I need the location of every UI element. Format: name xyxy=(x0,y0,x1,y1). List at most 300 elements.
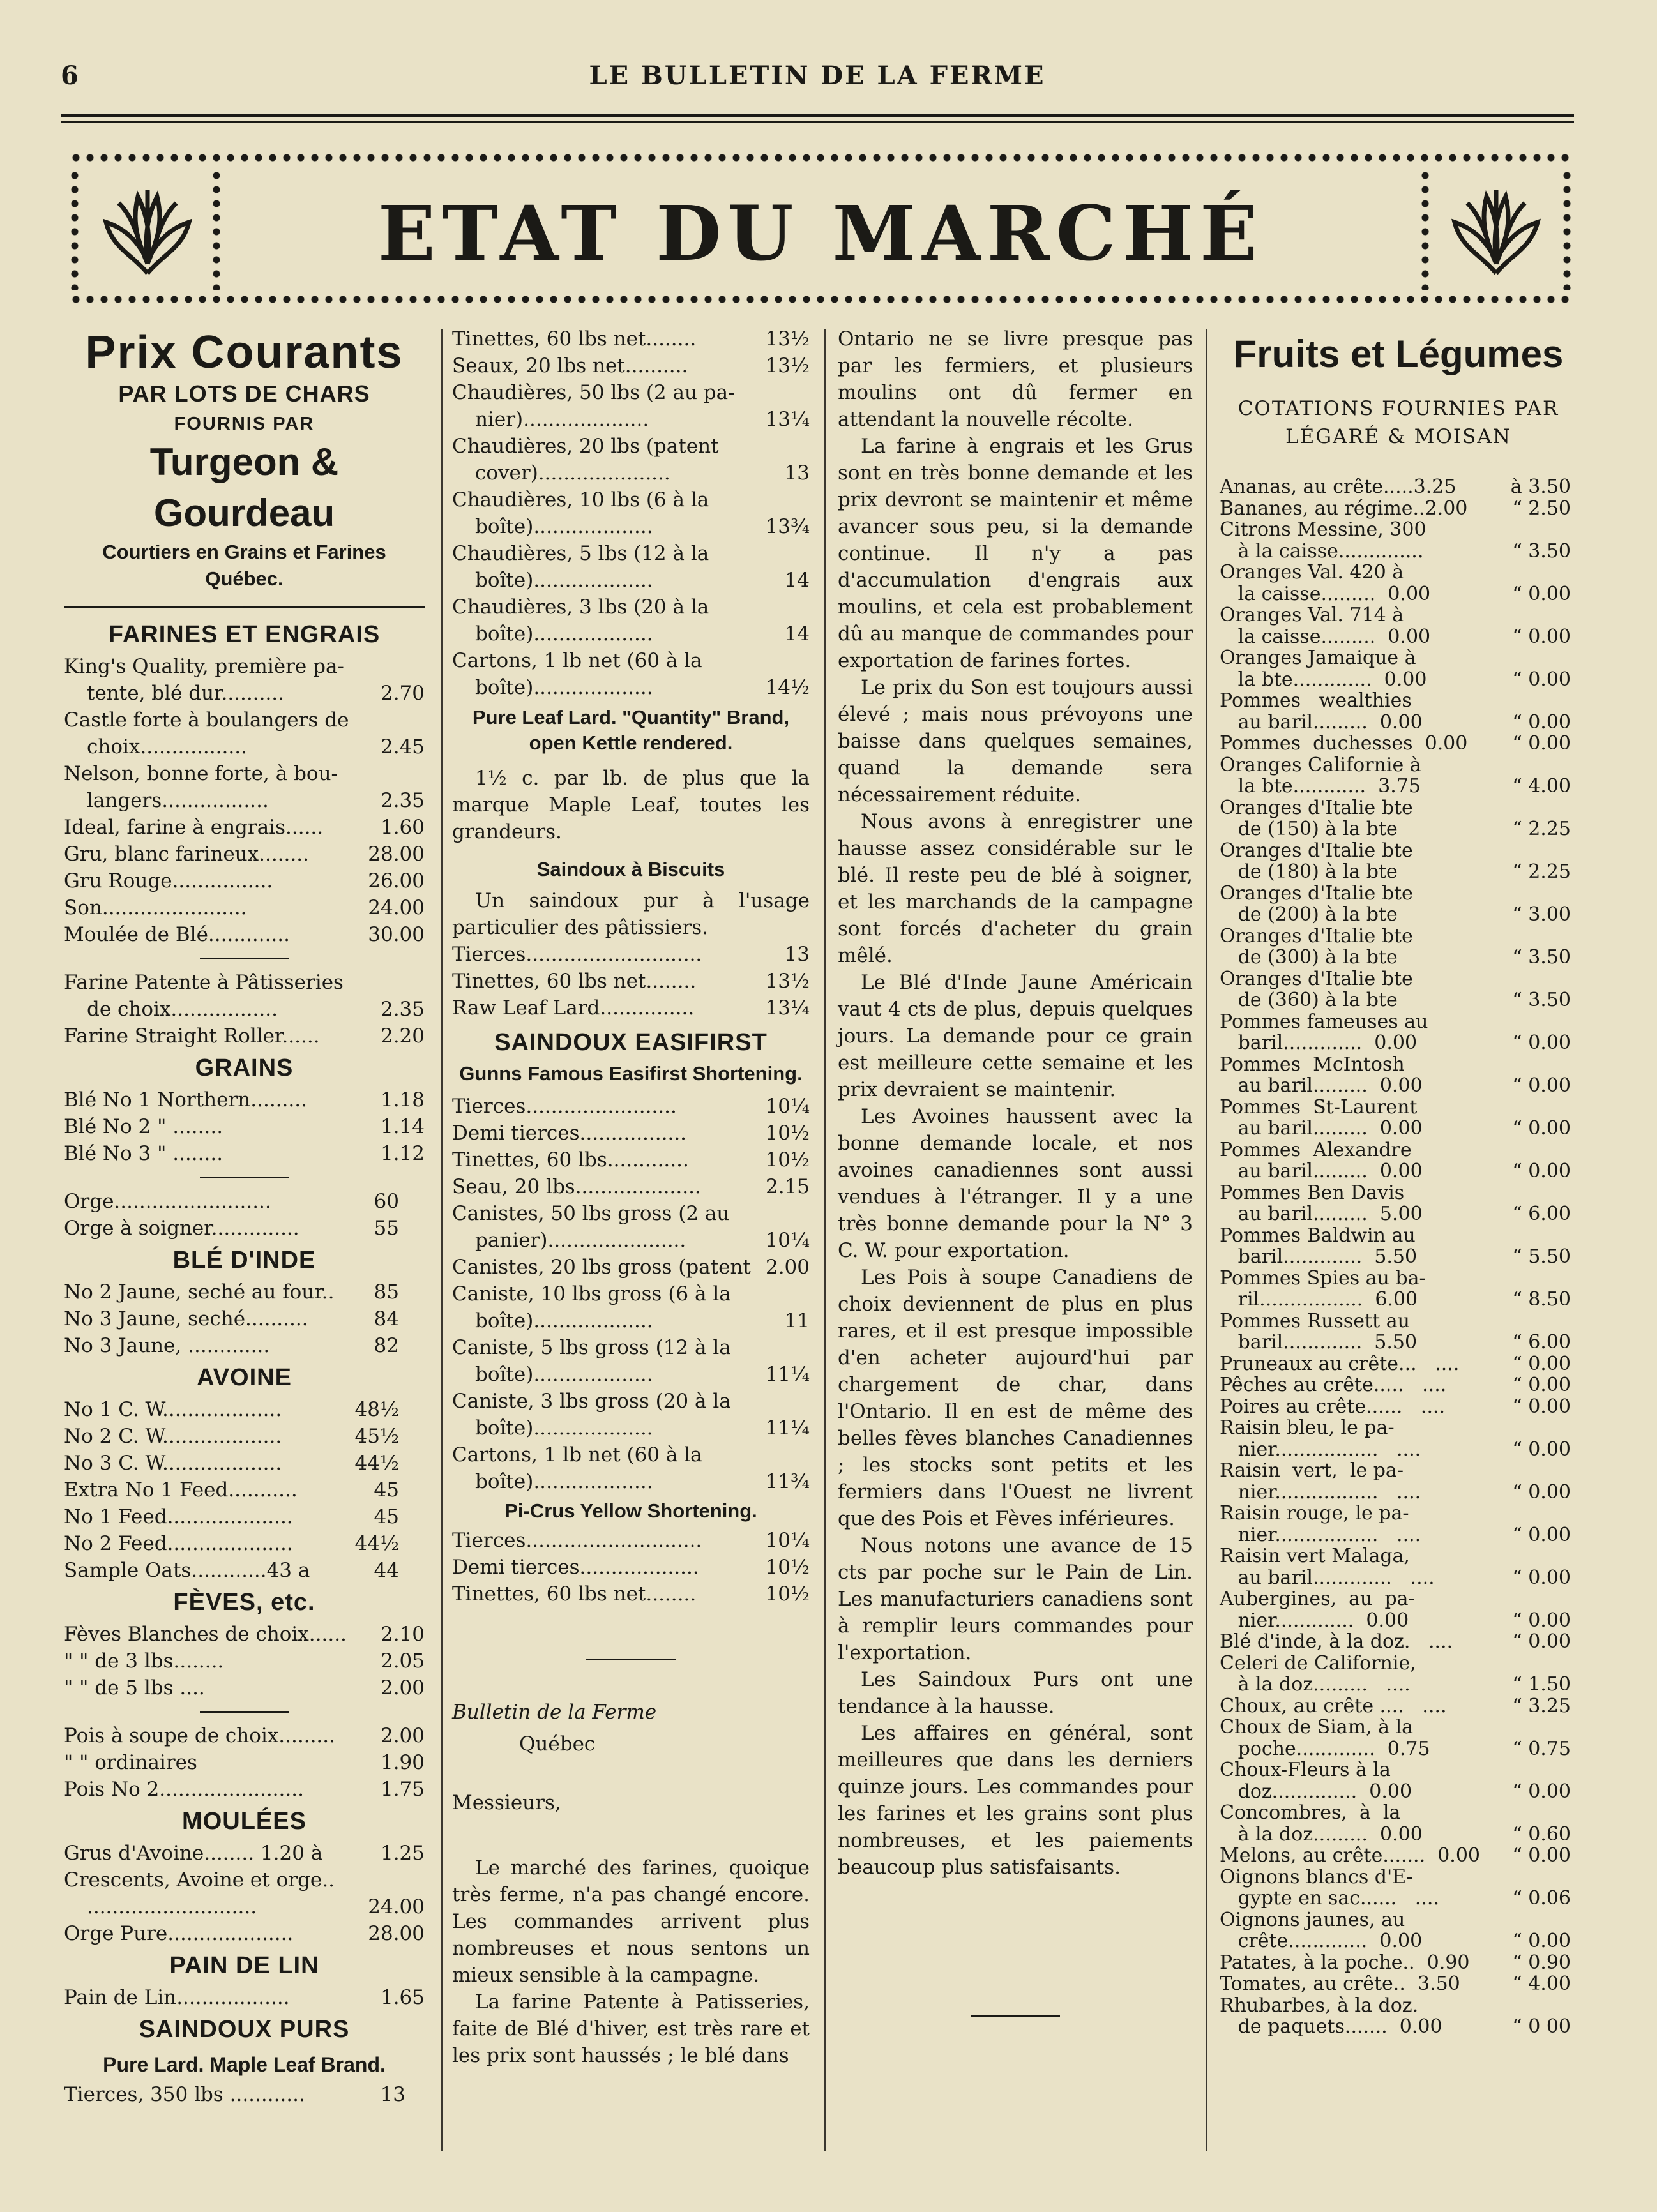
price-item xyxy=(452,941,810,968)
item-label: No 3 C. W................... xyxy=(64,1452,282,1475)
price-item-line xyxy=(64,734,425,760)
produce-label-line: Citrons Messine, 300 xyxy=(1220,518,1426,541)
produce-item xyxy=(1220,1653,1577,1696)
item-price: 1.18 xyxy=(380,1088,425,1111)
item-price: 10½ xyxy=(765,1583,810,1606)
price-item-line xyxy=(452,1307,810,1334)
produce-item xyxy=(1220,840,1577,883)
price-item-line xyxy=(452,486,810,513)
produce-price-high: “ 0 00 xyxy=(1512,2015,1571,2038)
produce-label-line: de paquets....... 0.00 xyxy=(1220,2015,1442,2038)
produce-item xyxy=(1220,1759,1577,1802)
report-paragraph: Ontario ne se livre presque pas par les fermiers, et plusieurs moulins ont dû fermer en attendant la nouvelle récolte. xyxy=(838,327,1193,431)
produce-price-high: “ 6.00 xyxy=(1512,1331,1571,1353)
item-label: Castle forte à boulangers de xyxy=(64,709,349,732)
item-price: 13½ xyxy=(765,970,810,993)
item-label: Tinettes, 60 lbs net........ xyxy=(452,327,697,350)
produce-item xyxy=(1220,519,1577,562)
item-price: 13½ xyxy=(765,327,810,350)
section-heading-feves: FÈVES, etc. xyxy=(173,1589,315,1616)
price-item xyxy=(452,1254,810,1281)
produce-label-line: Pommes Spies au ba- xyxy=(1220,1267,1426,1290)
picrus-heading: Pi-Crus Yellow Shortening. xyxy=(504,1500,757,1522)
price-item-line xyxy=(452,674,810,701)
item-price: 1.12 xyxy=(380,1142,425,1165)
item-price: 24.00 xyxy=(368,1895,425,1918)
produce-label-line: Oranges Val. 714 à xyxy=(1220,604,1404,626)
item-label: Pois No 2....................... xyxy=(64,1778,304,1801)
column-fruits-legumes xyxy=(1220,326,1577,2038)
item-label: Caniste, 10 lbs gross (6 à la xyxy=(452,1283,731,1305)
item-price: 10½ xyxy=(765,1122,810,1145)
item-label: Tinettes, 60 lbs............. xyxy=(452,1148,689,1171)
produce-item xyxy=(1220,562,1577,605)
produce-label-line: poche............. 0.75 xyxy=(1220,1737,1430,1760)
produce-item xyxy=(1220,1353,1577,1375)
item-price: 82 xyxy=(374,1334,399,1357)
report-paragraph: Les affaires en général, sont meilleures que dans les derniers quinze jours. Les commandes pour les farines et les grains sont plus nombreuses, et les paiements beaucoup plus satisfaisants. xyxy=(838,1722,1193,1879)
price-item-line xyxy=(452,513,810,540)
running-head xyxy=(61,61,1574,99)
section-heading-saindoux-purs: SAINDOUX PURS xyxy=(139,2016,350,2043)
item-label: boîte)................... xyxy=(475,1417,653,1440)
produce-label-line: Raisin vert, le pa- xyxy=(1220,1459,1404,1482)
price-item xyxy=(64,1674,425,1701)
item-price: 2.15 xyxy=(765,1175,810,1198)
produce-label-line: Oignons jaunes, au xyxy=(1220,1908,1405,1931)
price-item xyxy=(452,995,810,1021)
produce-price-high: “ 0.00 xyxy=(1512,1395,1571,1418)
produce-label-line: nier................. .... xyxy=(1220,1523,1421,1546)
item-label: Chaudières, 3 lbs (20 à la xyxy=(452,596,709,619)
item-label: Canistes, 20 lbs gross (patent xyxy=(452,1256,751,1279)
produce-item xyxy=(1220,1225,1577,1268)
produce-item xyxy=(1220,605,1577,647)
produce-label-line: crête............. 0.00 xyxy=(1220,1930,1423,1952)
item-label: Farine Straight Roller...... xyxy=(64,1025,320,1048)
price-item xyxy=(452,1147,810,1173)
produce-label-line: Oranges d'Italie bte xyxy=(1220,796,1413,819)
divider xyxy=(200,958,289,959)
produce-label-line: Celeri de Californie, xyxy=(1220,1651,1416,1674)
price-item xyxy=(452,1120,810,1147)
produce-label-line: Oranges d'Italie bte xyxy=(1220,967,1413,990)
produce-label-line: au baril......... 0.00 xyxy=(1220,1074,1423,1097)
price-item xyxy=(64,1087,425,1113)
item-price: 44 xyxy=(374,1559,399,1582)
item-label: Son....................... xyxy=(64,896,247,919)
produce-item xyxy=(1220,1140,1577,1182)
produce-label-line: de (360) à la bte xyxy=(1220,989,1398,1011)
price-item xyxy=(64,1305,425,1332)
item-label: Tinettes, 60 lbs net........ xyxy=(452,970,697,993)
produce-price-high: “ 0.00 xyxy=(1512,1438,1571,1461)
price-item-line xyxy=(452,1441,810,1468)
produce-label-line: Raisin vert Malaga, xyxy=(1220,1545,1410,1567)
item-label: Cartons, 1 lb net (60 à la xyxy=(452,649,702,672)
item-label: boîte)................... xyxy=(475,1470,653,1493)
price-item xyxy=(452,379,810,433)
produce-item xyxy=(1220,1696,1577,1717)
produce-label-line: Pêches au crête..... .... xyxy=(1220,1374,1447,1396)
produce-price-high: “ 0.00 xyxy=(1512,711,1571,734)
produce-label-line: de (300) à la bte xyxy=(1220,946,1398,968)
produce-label-line: Oranges Val. 420 à xyxy=(1220,561,1404,583)
price-item xyxy=(64,1477,425,1503)
produce-price-high: à 3.50 xyxy=(1510,476,1571,498)
price-item-line xyxy=(452,594,810,621)
produce-label-line: Tomates, au crête.. 3.50 xyxy=(1220,1973,1460,1995)
produce-price-high: “ 2.25 xyxy=(1512,818,1571,840)
orge-list xyxy=(64,1188,425,1242)
price-item xyxy=(452,647,810,701)
price-item-line xyxy=(64,707,425,734)
item-label: Gru, blanc farineux........ xyxy=(64,843,309,866)
price-item xyxy=(64,1023,425,1050)
produce-item xyxy=(1220,1097,1577,1140)
price-item-line xyxy=(452,406,810,433)
produce-label-line: baril............. 5.50 xyxy=(1220,1331,1418,1353)
produce-label-line: Pommes wealthies xyxy=(1220,689,1412,712)
price-item xyxy=(64,1279,425,1305)
produce-item xyxy=(1220,1952,1577,1974)
price-item-line xyxy=(452,1334,810,1361)
produce-price-high: “ 0.00 xyxy=(1512,1780,1571,1803)
produce-price-high: “ 0.00 xyxy=(1512,1609,1571,1632)
banner-title: ETAT DU MARCHÉ xyxy=(377,189,1264,278)
produce-price-high: “ 3.50 xyxy=(1512,946,1571,968)
produce-price-high: “ 0.75 xyxy=(1512,1737,1571,1760)
item-label: No 1 Feed.................... xyxy=(64,1505,293,1528)
produce-label-line: nier................. .... xyxy=(1220,1438,1421,1461)
item-price: 10½ xyxy=(765,1556,810,1579)
item-price: 13¼ xyxy=(765,408,810,431)
produce-label-line: gypte en sac...... .... xyxy=(1220,1887,1439,1909)
easifirst-subheading: Gunns Famous Easifirst Shortening. xyxy=(459,1062,803,1085)
price-item-line xyxy=(452,1281,810,1307)
item-label: No 2 Jaune, seché au four.. xyxy=(64,1281,335,1304)
produce-price-high: “ 0.06 xyxy=(1512,1887,1571,1909)
produce-item xyxy=(1220,883,1577,926)
item-price: 48½ xyxy=(354,1398,399,1421)
feves-list xyxy=(64,1621,425,1701)
saindoux-subheading: Pure Lard. Maple Leaf Brand. xyxy=(103,2053,386,2076)
item-price: 13 xyxy=(380,2083,405,2106)
produce-price-high: “ 0.00 xyxy=(1512,625,1571,648)
section-heading-farines: FARINES ET ENGRAIS xyxy=(108,621,381,648)
price-item xyxy=(64,653,425,707)
letter-salutation: Messieurs, xyxy=(452,1791,561,1814)
report-paragraph: Les Pois à soupe Canadiens de choix deviennent de plus en plus rares, et il est presque impossible d'en acheter aujourd'hui par chargement de char, dans l'Ontario. Il en est de même des belles fèves blanches Canadiennes ; les stocks sont petits et les fermiers dans l'Ouest ne livrent que des Pois et Fèves inférieures. xyxy=(838,1266,1193,1530)
price-item-line xyxy=(64,787,425,814)
produce-price-high: “ 0.00 xyxy=(1512,1352,1571,1375)
price-item xyxy=(452,1281,810,1334)
item-price: 13¼ xyxy=(765,997,810,1019)
item-label: Seau, 20 lbs.................... xyxy=(452,1175,701,1198)
produce-item xyxy=(1220,1995,1577,2038)
price-item xyxy=(64,969,425,1023)
price-item-line xyxy=(452,540,810,567)
produce-item xyxy=(1220,1631,1577,1653)
item-price: 11¼ xyxy=(765,1417,810,1440)
item-price: 2.05 xyxy=(380,1650,425,1673)
item-label: Orge Pure.................... xyxy=(64,1922,294,1945)
produce-item xyxy=(1220,1845,1577,1867)
item-label: " " ordinaires xyxy=(64,1751,197,1774)
price-item xyxy=(452,1334,810,1388)
divider xyxy=(200,1177,289,1178)
company-tagline: Courtiers en Grains et Farines xyxy=(102,541,386,563)
produce-label-line: nier................. .... xyxy=(1220,1480,1421,1503)
letter-city: Québec xyxy=(519,1733,596,1756)
biscuits-note: Un saindoux pur à l'usage particulier des pâtissiers. xyxy=(452,889,810,939)
report-paragraph: Les Avoines haussent avec la bonne demande locale, et nos avoines canadiennes sont aussi vendues à l'étranger. Il y a une très bonne demande pour la N° 3 C. W. pour exportation. xyxy=(838,1105,1193,1262)
item-label: Cartons, 1 lb net (60 à la xyxy=(452,1443,702,1466)
item-label: Caniste, 3 lbs gross (20 à la xyxy=(452,1390,731,1413)
produce-label-line: Oranges d'Italie bte xyxy=(1220,924,1413,947)
letter-paragraph: La farine Patente à Patisseries, faite de Blé d'hiver, est très rare et les prix sont haussés ; le blé dans xyxy=(452,1990,810,2067)
report-paragraph: Les Saindoux Purs ont une tendance à la hausse. xyxy=(838,1668,1193,1718)
column-saindoux xyxy=(452,326,810,2069)
item-label: Blé No 1 Northern......... xyxy=(64,1088,307,1111)
produce-label-line: Oignons blancs d'E- xyxy=(1220,1865,1413,1888)
item-price: 85 xyxy=(374,1281,399,1304)
produce-label-line: Pommes Alexandre xyxy=(1220,1138,1412,1161)
price-item xyxy=(452,1200,810,1254)
item-label: Nelson, bonne forte, à bou- xyxy=(64,762,338,785)
prix-courants-title: Prix Courants xyxy=(85,327,404,378)
produce-item xyxy=(1220,647,1577,690)
produce-label-line: la bte............. 0.00 xyxy=(1220,668,1427,691)
produce-label-line: au baril......... 0.00 xyxy=(1220,1117,1423,1140)
item-label: Blé No 3 " ........ xyxy=(64,1142,223,1165)
price-item xyxy=(64,1557,425,1584)
item-label: cover)..................... xyxy=(475,462,670,485)
produce-label-line: Ananas, au crête.....3.25 xyxy=(1220,476,1456,498)
item-price: 45 xyxy=(374,1478,399,1501)
produce-item xyxy=(1220,733,1577,755)
produce-price-high: “ 3.25 xyxy=(1512,1694,1571,1717)
report-paragraph: Le prix du Son est toujours aussi élevé ; mais nous prévoyons une baisse dans quelques semaines, quand la demande sera nécessairement réduite. xyxy=(838,676,1193,806)
banner-border-top xyxy=(69,152,1573,163)
price-item xyxy=(64,1749,425,1776)
item-label: " " de 3 lbs........ xyxy=(64,1650,224,1673)
produce-price-high: “ 0.60 xyxy=(1512,1823,1571,1846)
price-item xyxy=(64,1503,425,1530)
column-rule xyxy=(824,329,826,2151)
produce-label-line: à la doz......... 0.00 xyxy=(1220,1823,1423,1846)
produce-item xyxy=(1220,690,1577,733)
report-paragraph: La farine à engrais et les Grus sont en très bonne demande et les prix devront se maintenir et même avancer sous peu, si la demande continue. Il n'y a pas d'accumulation d'engrais aux moulins, et cela est probablement dû au manque de commandes pour exportation de farines fortes. xyxy=(838,435,1193,672)
price-item xyxy=(64,1867,425,1920)
item-label: Tinettes, 60 lbs net........ xyxy=(452,1583,697,1606)
price-item-line xyxy=(452,567,810,594)
produce-label-line: Aubergines, au pa- xyxy=(1220,1588,1415,1610)
item-price: 14½ xyxy=(765,676,810,699)
price-item xyxy=(64,1113,425,1140)
price-item xyxy=(64,1920,425,1947)
produce-label-line: Pommes fameuses au xyxy=(1220,1010,1428,1033)
produce-label-line: Pommes McIntosh xyxy=(1220,1053,1405,1076)
item-label: boîte)................... xyxy=(475,1363,653,1386)
produce-price-high: “ 0.90 xyxy=(1512,1951,1571,1974)
item-price: 2.20 xyxy=(380,1025,425,1048)
price-item-line xyxy=(452,460,810,486)
price-item xyxy=(452,1173,810,1200)
price-item-line xyxy=(452,1227,810,1254)
price-item xyxy=(64,1648,425,1674)
price-item xyxy=(64,1140,425,1167)
item-price: 13½ xyxy=(765,354,810,377)
produce-price-high: “ 3.50 xyxy=(1512,989,1571,1011)
item-label: Pain de Lin.................. xyxy=(64,1986,290,2009)
item-label: boîte)................... xyxy=(475,1309,653,1332)
produce-item xyxy=(1220,1973,1577,1995)
item-label: Chaudières, 5 lbs (12 à la xyxy=(452,542,709,565)
price-item xyxy=(452,1527,810,1554)
section-heading-grains: GRAINS xyxy=(195,1055,294,1081)
cotations-line: COTATIONS FOURNIES PAR xyxy=(1237,397,1559,420)
price-item xyxy=(452,1581,810,1607)
price-item xyxy=(452,1093,810,1120)
produce-price-high: “ 8.50 xyxy=(1512,1288,1571,1311)
grains-list xyxy=(64,1087,425,1167)
item-label: Pois à soupe de choix......... xyxy=(64,1724,335,1747)
item-label: No 2 C. W................... xyxy=(64,1425,282,1448)
column-rule xyxy=(1206,329,1207,2151)
item-price: 10¼ xyxy=(765,1095,810,1118)
produce-label-line: Pommes duchesses 0.00 xyxy=(1220,732,1468,755)
item-price: 44½ xyxy=(354,1532,399,1555)
item-label: Orge......................... xyxy=(64,1190,271,1213)
item-label: ........................... xyxy=(87,1895,257,1918)
produce-label-line: Oranges Jamaique à xyxy=(1220,647,1416,669)
price-item xyxy=(64,1423,425,1450)
produce-price-high: “ 0.00 xyxy=(1512,582,1571,605)
produce-label-line: doz.............. 0.00 xyxy=(1220,1780,1412,1803)
item-price: 1.60 xyxy=(380,816,425,839)
produce-price-high: “ 1.50 xyxy=(1512,1673,1571,1696)
produce-label-line: Choux-Fleurs à la xyxy=(1220,1759,1391,1781)
pure-leaf-heading: Pure Leaf Lard. "Quantity" Brand, open Kettle rendered. xyxy=(472,706,790,754)
item-price: 2.45 xyxy=(380,735,425,758)
produce-label-line: Choux de Siam, à la xyxy=(1220,1716,1414,1738)
produce-label-line: à la doz......... .... xyxy=(1220,1673,1411,1696)
ble-inde-list xyxy=(64,1279,425,1359)
pure-leaf-note: 1½ c. par lb. de plus que la marque Maple Leaf, toutes les grandeurs. xyxy=(452,767,810,843)
produce-label-line: Raisin rouge, le pa- xyxy=(1220,1502,1409,1524)
produce-label-line: de (180) à la bte xyxy=(1220,861,1398,883)
item-price: 2.70 xyxy=(380,682,425,705)
produce-item xyxy=(1220,1396,1577,1418)
price-item xyxy=(64,1621,425,1648)
item-price: 24.00 xyxy=(368,896,425,919)
produce-label-line: Pommes Baldwin au xyxy=(1220,1224,1416,1247)
price-item-line xyxy=(452,1200,810,1227)
produce-item xyxy=(1220,1588,1577,1631)
item-label: Seaux, 20 lbs net.......... xyxy=(452,354,688,377)
price-item xyxy=(64,1450,425,1477)
item-price: 10¼ xyxy=(765,1529,810,1552)
produce-price-high: “ 0.00 xyxy=(1512,1374,1571,1396)
produce-item xyxy=(1220,755,1577,797)
item-label: No 2 Feed.................... xyxy=(64,1532,293,1555)
item-price: 13 xyxy=(784,462,810,485)
item-label: No 3 Jaune, seché.......... xyxy=(64,1307,308,1330)
item-price: 10¼ xyxy=(765,1229,810,1252)
item-label: Ideal, farine à engrais...... xyxy=(64,816,324,839)
section-heading-moulees: MOULÉES xyxy=(182,1808,306,1835)
produce-label-line: de (150) à la bte xyxy=(1220,818,1398,840)
item-label: langers................. xyxy=(87,789,269,812)
price-item xyxy=(64,2081,425,2108)
produce-label-line: Pommes St-Laurent xyxy=(1220,1095,1418,1118)
item-price: 60 xyxy=(374,1190,399,1213)
produce-item xyxy=(1220,1909,1577,1952)
produce-label-line: Concombres, à la xyxy=(1220,1802,1401,1824)
item-price: 26.00 xyxy=(368,869,425,892)
produce-price-high: “ 0.00 xyxy=(1512,1117,1571,1140)
section-heading-avoine: AVOINE xyxy=(197,1364,292,1391)
price-item-line xyxy=(64,653,425,680)
item-label: King's Quality, première pa- xyxy=(64,655,344,678)
produce-price-high: “ 5.50 xyxy=(1512,1245,1571,1268)
price-item xyxy=(64,921,425,948)
letter-paragraph: Le marché des farines, quoique très ferme, n'a pas changé encore. Les commandes arrivent plus nombreuses et nous sentons un mieux sensible à la campagne. xyxy=(452,1856,810,1987)
item-price: 84 xyxy=(374,1307,399,1330)
price-item-line xyxy=(452,1415,810,1441)
banner xyxy=(69,152,1573,305)
produce-price-high: “ 3.50 xyxy=(1512,539,1571,562)
produce-item xyxy=(1220,1011,1577,1054)
item-label: Demi tierces................... xyxy=(452,1556,699,1579)
biscuits-heading: Saindoux à Biscuits xyxy=(536,858,725,880)
produce-label-line: Blé d'inde, à la doz. .... xyxy=(1220,1630,1453,1653)
item-price: 55 xyxy=(374,1217,399,1240)
price-item xyxy=(64,760,425,814)
produce-item xyxy=(1220,1460,1577,1503)
biscuits-list xyxy=(452,941,810,1021)
item-label: boîte)................... xyxy=(475,569,653,592)
item-price: 1.25 xyxy=(380,1842,425,1865)
item-label: Orge à soigner.............. xyxy=(64,1217,299,1240)
pois-list xyxy=(64,1722,425,1803)
produce-price-high: “ 4.00 xyxy=(1512,1973,1571,1995)
column-rule xyxy=(441,329,443,2151)
item-label: de choix................. xyxy=(87,998,278,1021)
company-name: Turgeon & Gourdeau xyxy=(149,440,339,534)
produce-label-line: baril............. 0.00 xyxy=(1220,1032,1418,1054)
produce-label-line: à la caisse.............. xyxy=(1220,539,1424,562)
item-price: 45 xyxy=(374,1505,399,1528)
price-item xyxy=(64,841,425,868)
item-price: 2.35 xyxy=(380,789,425,812)
item-label: Demi tierces................. xyxy=(452,1122,687,1145)
produce-item xyxy=(1220,1546,1577,1588)
produce-label-line: baril............. 5.50 xyxy=(1220,1245,1418,1268)
item-label: Sample Oats............43 a xyxy=(64,1559,310,1582)
produce-price-high: “ 4.00 xyxy=(1512,775,1571,797)
price-item-line xyxy=(452,1388,810,1415)
produce-item xyxy=(1220,476,1577,498)
item-label: panier)...................... xyxy=(475,1229,686,1252)
fournis-par: FOURNIS PAR xyxy=(174,414,315,434)
price-item xyxy=(452,433,810,486)
item-label: Chaudières, 10 lbs (6 à la xyxy=(452,488,709,511)
price-item-line xyxy=(64,680,425,707)
item-price: 14 xyxy=(784,569,810,592)
price-item xyxy=(452,594,810,647)
